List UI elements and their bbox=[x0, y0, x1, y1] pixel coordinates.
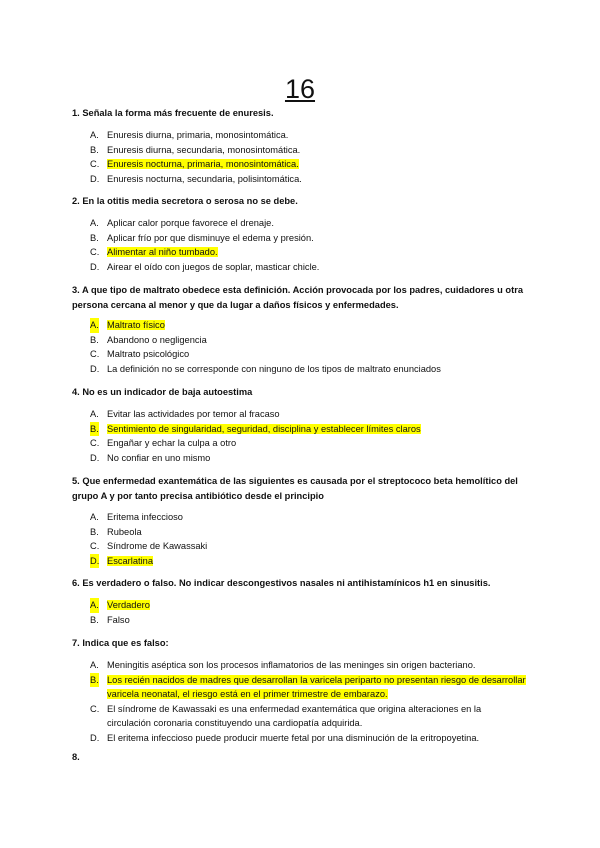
option-5d bbox=[90, 554, 530, 569]
page-number: 16 bbox=[284, 74, 316, 104]
option-4c bbox=[90, 436, 530, 451]
option-letter: D. bbox=[90, 452, 100, 463]
option-1b bbox=[90, 143, 530, 158]
question-3: 3. A que tipo de maltrato obedece esta definición. Acción provocada por los padres, cuidadores u otra persona cercana al menor y que da lugar a daños físicos y enfermedades. bbox=[72, 285, 523, 310]
option-3a bbox=[90, 318, 530, 333]
option-6a bbox=[90, 598, 530, 613]
option-letter: D. bbox=[90, 261, 100, 272]
option-6b bbox=[90, 613, 530, 628]
option-letter: A. bbox=[90, 318, 99, 333]
option-text: Enuresis diurna, primaria, monosintomática. bbox=[107, 130, 289, 140]
option-letter: A. bbox=[90, 130, 99, 140]
question-5-options bbox=[90, 510, 530, 568]
option-4d bbox=[90, 451, 530, 466]
option-5a bbox=[90, 510, 530, 525]
question-3-options bbox=[90, 318, 530, 376]
option-2a bbox=[90, 216, 530, 231]
option-letter: C. bbox=[90, 159, 100, 169]
option-4b bbox=[90, 422, 530, 437]
option-text: Maltrato psicológico bbox=[107, 349, 190, 359]
option-5b bbox=[90, 525, 530, 540]
option-text: El síndrome de Kawassaki es una enfermedad exantemática que origina alteraciones en la circulación coronaria constituyendo una cardiopatía adquirida. bbox=[107, 703, 482, 728]
option-text: La definición no se corresponde con ninguno de los tipos de maltrato enunciados bbox=[107, 363, 441, 374]
option-letter: C. bbox=[90, 541, 100, 551]
option-4a bbox=[90, 407, 530, 422]
option-letter: B. bbox=[90, 144, 99, 155]
option-text: Aplicar frío por que disminuye el edema y presión. bbox=[107, 232, 314, 243]
option-7c bbox=[90, 702, 527, 731]
option-text: Eritema infeccioso bbox=[107, 512, 183, 522]
option-letter: C. bbox=[90, 247, 100, 257]
option-letter: A. bbox=[90, 660, 99, 670]
option-letter: A. bbox=[90, 409, 99, 419]
option-letter: B. bbox=[90, 673, 99, 688]
question-1: 1. Señala la forma más frecuente de enuresis. bbox=[72, 108, 274, 118]
option-7b bbox=[90, 673, 527, 702]
question-5: 5. Que enfermedad exantemática de las siguientes es causada por el streptococo beta hemolítico del grupo A y por tanto precisa antibiótico desde el principio bbox=[72, 476, 518, 501]
question-1-options bbox=[90, 128, 530, 186]
highlighted-answer: Escarlatina bbox=[107, 555, 153, 566]
option-letter: B. bbox=[90, 526, 99, 537]
option-letter: A. bbox=[90, 598, 99, 613]
highlighted-answer: Sentimiento de singularidad, seguridad, disciplina y establecer límites claros bbox=[107, 423, 421, 434]
highlighted-answer: Los recién nacidos de madres que desarrollan la varicela periparto no presentan riesgo de desarrollar varicela neonatal, el riesgo está en el primer trimestre de embarazo. bbox=[107, 674, 526, 699]
option-letter: C. bbox=[90, 349, 100, 359]
option-text: El eritema infeccioso puede producir muerte fetal por una disminución de la eritropoyetina. bbox=[107, 732, 480, 743]
option-text: Falso bbox=[107, 614, 130, 625]
option-text: Airear el oído con juegos de soplar, masticar chicle. bbox=[107, 261, 320, 272]
option-text: Enuresis nocturna, secundaria, polisintomática. bbox=[107, 173, 302, 184]
option-letter: A. bbox=[90, 512, 99, 522]
option-letter: B. bbox=[90, 614, 99, 625]
option-text: Abandono o negligencia bbox=[107, 334, 207, 345]
option-7a bbox=[90, 658, 527, 673]
question-6: 6. Es verdadero o falso. No indicar descongestivos nasales ni antihistamínicos h1 en sinusitis. bbox=[72, 578, 491, 588]
option-letter: D. bbox=[90, 363, 100, 374]
option-3d bbox=[90, 362, 530, 377]
question-2: 2. En la otitis media secretora o serosa no se debe. bbox=[72, 196, 298, 206]
option-7d bbox=[90, 731, 527, 746]
option-text: Aplicar calor porque favorece el drenaje. bbox=[107, 218, 274, 228]
option-letter: B. bbox=[90, 232, 99, 243]
option-text: Meningitis aséptica son los procesos inflamatorios de las meninges sin origen bacteriano. bbox=[107, 660, 476, 670]
highlighted-answer: Maltrato físico bbox=[107, 320, 165, 330]
option-text: Síndrome de Kawassaki bbox=[107, 541, 208, 551]
option-text: No confiar en uno mismo bbox=[107, 452, 211, 463]
option-letter: B. bbox=[90, 334, 99, 345]
highlighted-answer: Verdadero bbox=[107, 600, 150, 610]
question-8-label: 8. bbox=[72, 752, 80, 762]
option-text: Enuresis diurna, secundaria, monosintomática. bbox=[107, 144, 301, 155]
option-2b bbox=[90, 231, 530, 246]
option-2d bbox=[90, 260, 530, 275]
option-letter: C. bbox=[90, 438, 100, 448]
question-7-options bbox=[90, 658, 530, 745]
question-4-options bbox=[90, 407, 530, 465]
question-2-options bbox=[90, 216, 530, 274]
option-letter: A. bbox=[90, 218, 99, 228]
option-1d bbox=[90, 172, 530, 187]
option-1c bbox=[90, 157, 530, 172]
option-letter: D. bbox=[90, 173, 100, 184]
option-2c bbox=[90, 245, 530, 260]
highlighted-answer: Enuresis nocturna, primaria, monosintomática. bbox=[107, 159, 299, 169]
option-1a bbox=[90, 128, 530, 143]
option-3b bbox=[90, 333, 530, 348]
option-letter: D. bbox=[90, 732, 100, 743]
option-text: Engañar y echar la culpa a otro bbox=[107, 438, 237, 448]
question-6-options bbox=[90, 598, 530, 627]
option-5c bbox=[90, 539, 530, 554]
option-letter: C. bbox=[90, 703, 100, 714]
highlighted-answer: Alimentar al niño tumbado. bbox=[107, 247, 218, 257]
option-letter: D. bbox=[90, 554, 99, 569]
option-3c bbox=[90, 347, 530, 362]
question-4: 4. No es un indicador de baja autoestima bbox=[72, 387, 253, 397]
option-text: Rubeola bbox=[107, 526, 142, 537]
question-7: 7. Indica que es falso: bbox=[72, 638, 169, 648]
option-letter: B. bbox=[90, 422, 99, 437]
option-text: Evitar las actividades por temor al fracaso bbox=[107, 409, 280, 419]
